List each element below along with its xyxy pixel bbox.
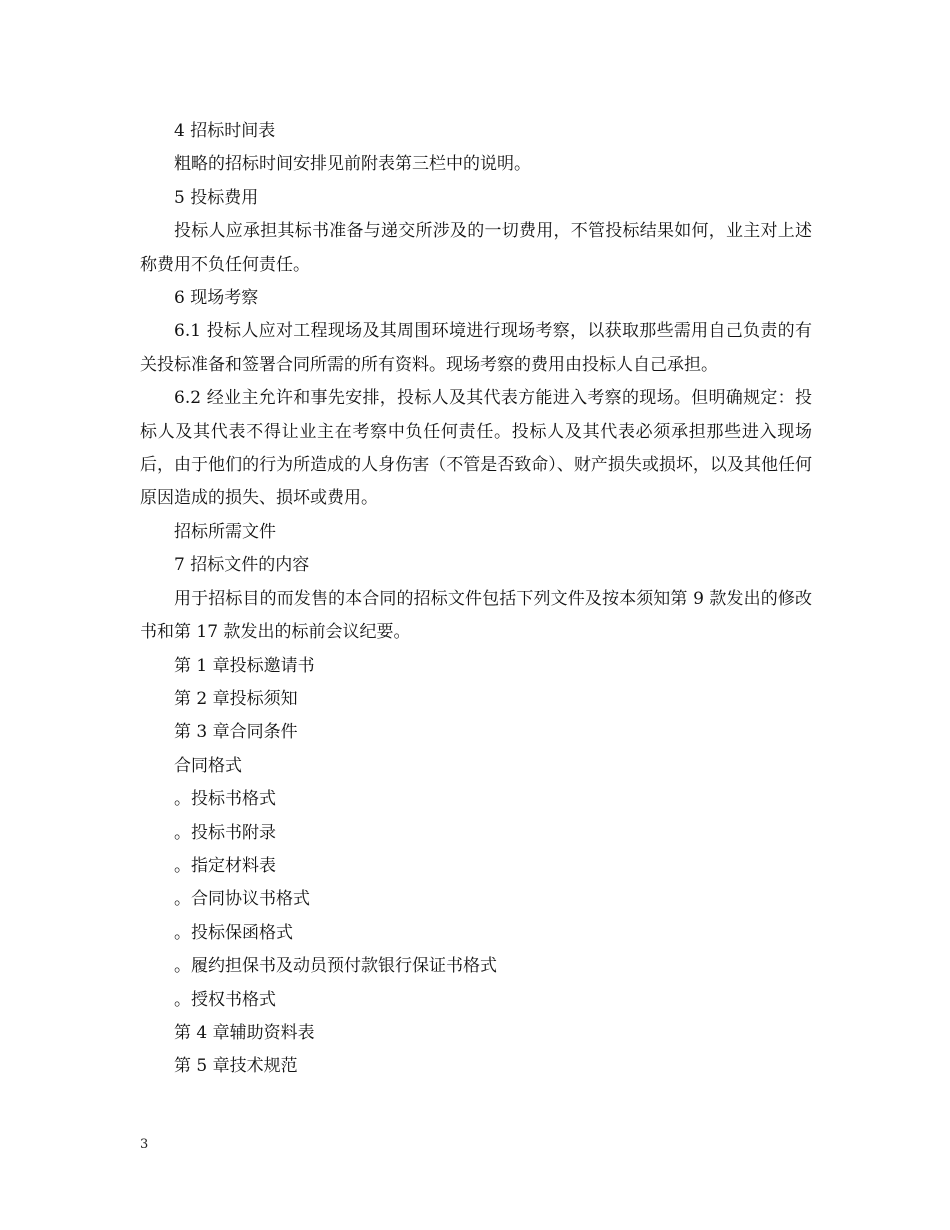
paragraph: 6.1 投标人应对工程现场及其周围环境进行现场考察，以获取那些需用自己负责的有关投标准备和签署合同所需的所有资料。现场考察的费用由投标人自己承担。 [140, 321, 812, 375]
page-body [140, 115, 812, 1084]
list-item: 。投标书附录 [174, 822, 276, 843]
paragraph: 6.2 经业主允许和事先安排，投标人及其代表方能进入考察的现场。但明确规定：投标人及其代表不得让业主在考察中负任何责任。投标人及其代表必须承担那些进入现场后，由于他们的行为所造成的人身伤害（不管是否致命）、财产损失或损坏，以及其他任何原因造成的损失、损坏或费用。 [140, 388, 812, 509]
list-item: 第 5 章技术规范 [174, 1056, 298, 1077]
paragraph: 粗略的招标时间安排见前附表第三栏中的说明。 [174, 154, 531, 175]
section-heading-document-contents: 7 招标文件的内容 [174, 555, 310, 576]
list-item: 。投标书格式 [174, 789, 276, 810]
list-item: 。合同协议书格式 [174, 889, 310, 910]
list-item: 。指定材料表 [174, 855, 276, 876]
page-number: 3 [140, 1137, 149, 1152]
list-item: 第 4 章辅助资料表 [174, 1022, 315, 1043]
list-item: 。授权书格式 [174, 989, 276, 1010]
list-item: 第 2 章投标须知 [174, 688, 298, 709]
paragraph: 投标人应承担其标书准备与递交所涉及的一切费用，不管投标结果如何，业主对上述称费用不负任何责任。 [140, 221, 812, 275]
list-item: 第 1 章投标邀请书 [174, 655, 315, 676]
section-heading-documents: 招标所需文件 [174, 521, 276, 542]
list-item: 合同格式 [174, 755, 242, 776]
section-heading-site-visit: 6 现场考察 [174, 288, 259, 309]
list-item: 。履约担保书及动员预付款银行保证书格式 [174, 956, 497, 977]
list-item: 。投标保函格式 [174, 922, 293, 943]
section-heading-bid-schedule: 4 招标时间表 [174, 121, 276, 141]
paragraph: 用于招标目的而发售的本合同的招标文件包括下列文件及按本须知第 9 款发出的修改书和第 17 款发出的标前会议纪要。 [140, 588, 812, 643]
section-heading-bid-cost: 5 投标费用 [174, 187, 259, 208]
list-item: 第 3 章合同条件 [174, 722, 298, 743]
